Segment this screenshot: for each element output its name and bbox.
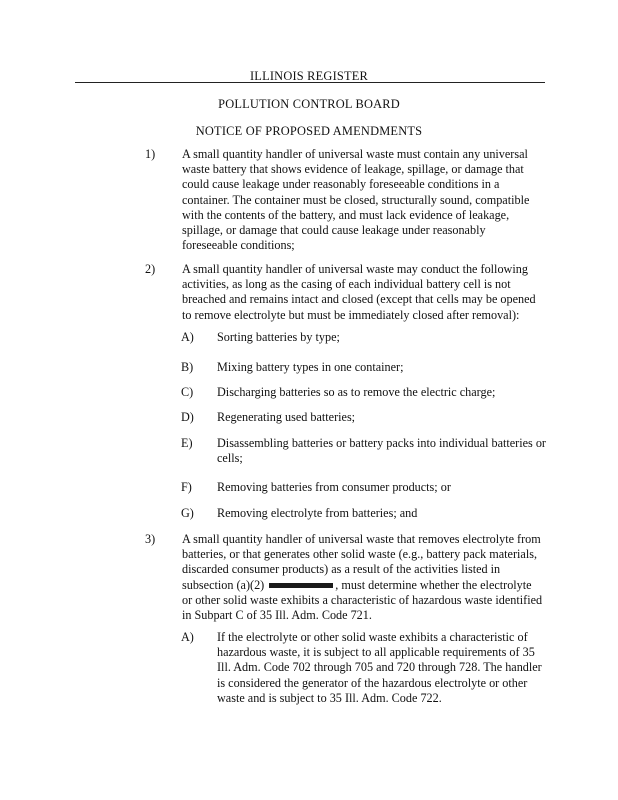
sub-item-text: Removing batteries from consumer products; or [217, 480, 451, 494]
sub-item-number: B) [181, 360, 194, 374]
sub-item-2c [181, 385, 547, 400]
sub-item-3a [181, 630, 547, 706]
sub-item-number: A) [181, 630, 194, 644]
item-text: A small quantity handler of universal waste must contain any universal waste battery that shows evidence of leakage, spillage, or damage that could cause leakage under reasonably foreseeable conditions in a container. The container must be closed, structurally sound, compatible with the contents of the battery, and must lack evidence of leakage, spillage, or damage that could cause leakage under reasonably foreseeable conditions; [182, 147, 530, 253]
sub-item-2d [181, 410, 547, 425]
notice-title: NOTICE OF PROPOSED AMENDMENTS [195, 124, 423, 138]
sub-item-text: Removing electrolyte from batteries; and [217, 506, 418, 520]
sub-item-number: A) [181, 330, 194, 344]
sub-item-text: Discharging batteries so as to remove the electric charge; [217, 385, 496, 399]
sub-item-number: D) [181, 410, 194, 424]
header-rule [75, 82, 545, 83]
sub-item-number: G) [181, 506, 194, 520]
item-text: A small quantity handler of universal waste may conduct the following activities, as long as the casing of each individual battery cell is not breached and remains intact and closed (except that cells may be opened to remove electrolyte but must be immediately closed after removal): [182, 262, 536, 322]
register-title: ILLINOIS REGISTER [249, 69, 368, 83]
sub-item-2g [181, 506, 547, 521]
sub-item-2f [181, 480, 547, 495]
redaction-mark [269, 583, 333, 588]
sub-item-number: E) [181, 436, 193, 450]
sub-item-2b [181, 360, 547, 375]
sub-item-text: Regenerating used batteries; [217, 410, 356, 424]
sub-item-text: Mixing battery types in one container; [217, 360, 404, 374]
list-item-1 [145, 147, 544, 253]
board-name: POLLUTION CONTROL BOARD [218, 97, 400, 111]
sub-item-number: F) [181, 480, 192, 494]
sub-item-number: C) [181, 385, 194, 399]
list-item-2 [145, 262, 544, 323]
item-text [182, 532, 544, 623]
list-item-3 [145, 532, 544, 623]
sub-item-2a [181, 330, 547, 345]
item-number: 1) [145, 147, 156, 161]
sub-item-text: If the electrolyte or other solid waste exhibits a characteristic of hazardous waste, it is subject to all applicable requirements of 35 Ill. Adm. Code 702 through 705 and 720 through 728. The handler is considered the generator of the hazardous electrolyte or other waste and is subject to 35 Ill. Adm. Code 722. [217, 630, 542, 705]
item-text-after: , must determine whether the electrolyte or other solid waste exhibits a characteristic of hazardous waste identified in Subpart C of 35 Ill. Adm. Code 721. [182, 577, 543, 623]
sub-item-text: Disassembling batteries or battery packs into individual batteries or cells; [217, 436, 546, 466]
item-text-before: A small quantity handler of universal waste that removes electrolyte from batteries, or that generates other solid waste (e.g., battery pack materials, discarded consumer products) as a result of the activities listed in subsection (a)(2) [182, 532, 541, 592]
sub-item-2e [181, 436, 547, 466]
sub-item-text: Sorting batteries by type; [217, 330, 340, 344]
item-number: 2) [145, 262, 156, 276]
item-number: 3) [145, 532, 156, 546]
